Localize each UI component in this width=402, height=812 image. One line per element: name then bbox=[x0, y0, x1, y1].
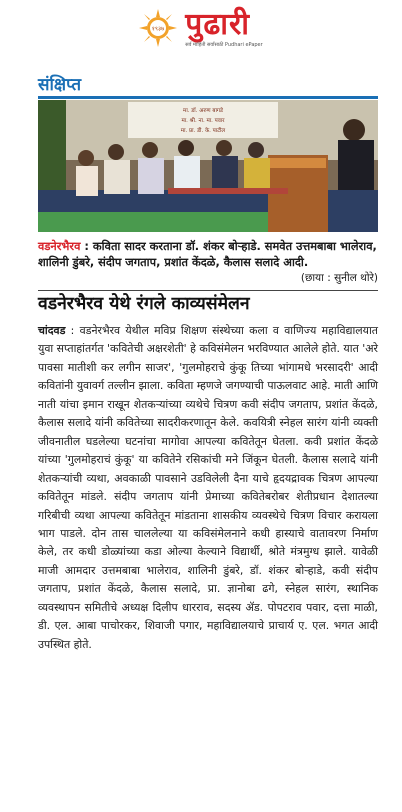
sunburst-emblem-icon bbox=[139, 9, 177, 47]
photo-credit: (छाया : सुनील थोरे) bbox=[300, 272, 378, 284]
headline-divider bbox=[38, 290, 378, 291]
section-title: संक्षिप्त bbox=[38, 75, 82, 95]
news-photo bbox=[38, 100, 378, 232]
event-photo-image bbox=[38, 100, 378, 232]
brand-block bbox=[185, 6, 263, 48]
banner-line-2: मा. श्री. ना. मा. पवार bbox=[181, 118, 225, 124]
section-divider bbox=[38, 96, 378, 99]
masthead bbox=[0, 0, 402, 56]
article-body bbox=[38, 322, 378, 654]
banner-line-3: मा. प्रा. डी. के. पाटील bbox=[180, 128, 226, 134]
caption-place: वडनेरभैरव bbox=[38, 239, 81, 253]
banner-line-1: मा. डॉ. अरुण बागडे bbox=[183, 108, 223, 114]
photo-caption bbox=[38, 238, 378, 286]
article-dateline: चांदवड bbox=[38, 324, 66, 337]
brand-logo: पुढारी bbox=[185, 6, 251, 42]
caption-text: : कविता सादर करताना डॉ. शंकर बोऱ्हाडे. समवेत उत्तमबाबा भालेराव, शालिनी डुंबरे, संदीप जगताप, प्रशांत केंदळे, कैलास सलादे आदी. bbox=[38, 239, 377, 269]
article-headline: वडनेरभैरव येथे रंगले काव्यसंमेलन bbox=[38, 294, 250, 314]
article-body-text: : वडनेरभैरव येथील मविप्र शिक्षण संस्थेच्या कला व वाणिज्य महाविद्यालयात युवा सप्ताहांतर्गत 'कवितेची अक्षरशेती' हे कविसंमेलन भरविण्यात आलेले होते. यात 'अरे पावसा मातीशी कर लगीन साजर', 'गुलमोहराचे कुंकू तिच्या भांगामधे भरसादरी' आदी कवितांनी युवावर्ग तल्लीन झाला. कविता म्हणजे जगण्याची पाऊलवाट आहे. माती आणि नाती यांचा इमान राखून शेतकऱ्यांच्या व्यथेचे चित्रण कवी संदीप जगताप, प्रशांत केंदळे, कैलास सलादे यांनी कवितेच्या सादरीकरणातून केले. कवयित्री स्नेहल सारंग यांनी व्यक्ती जीवनातील घडलेल्या घटनांचा मागोवा आपल्या कवितेतून घेतला. कवी प्रशांत केंदळे यांच्या 'गुलमोहराचं कुंकू' या कवितेने रसिकांची मने जिंकून घेतली. कैलास सलादे यांनी शेतकऱ्यांची व्यथा, अवकाळी पावसाने उडविलेली दैना याचे हृदयद्रावक चित्रण आपल्या कवितेतून मांडले. संदीप जगताप यांनी प्रेमाच्या कवितेबरोबर शेतीप्रधान देशातल्या गरिबीची व्यथा आपल्या कवितेतून मांडताना शासकीय व्यवस्थेचे चित्रण विचार करायला भाग पाडले. दोन तास चाललेल्या या कविसंमेलनाने कधी हास्याचे वातावरण निर्माण केले, तर कधी डोळ्यांच्या कडा ओल्या केल्याने विद्यार्थी, श्रोते मंत्रमुग्ध झाले. यावेळी माजी आमदार उत्तमबाबा भालेराव, शालिनी डुंबरे, डॉ. शंकर बोऱ्हाडे, कवी संदीप जगताप, प्रशांत केंदळे, कैलास सलादे, प्रा. ज्ञानोबा ढगे, स्नेहल सारंग, स्थानिक व्यवस्थापन समितीचे अध्यक्ष दिलीप धारराव, सदस्य ॲड. पोपटराव पवार, दत्ता माळी, डी. एल. आबा पाचोरकर, शिवाजी पगार, महाविद्यालयाचे प्राचार्य ए. एल. भगत आदी उपस्थित होते. bbox=[38, 324, 379, 651]
brand-tagline: सर्व माहिती सर्वांसाठी Pudhari ePaper bbox=[185, 41, 263, 48]
emblem-icon bbox=[139, 9, 177, 47]
emblem-year: १९३७ bbox=[152, 25, 165, 33]
